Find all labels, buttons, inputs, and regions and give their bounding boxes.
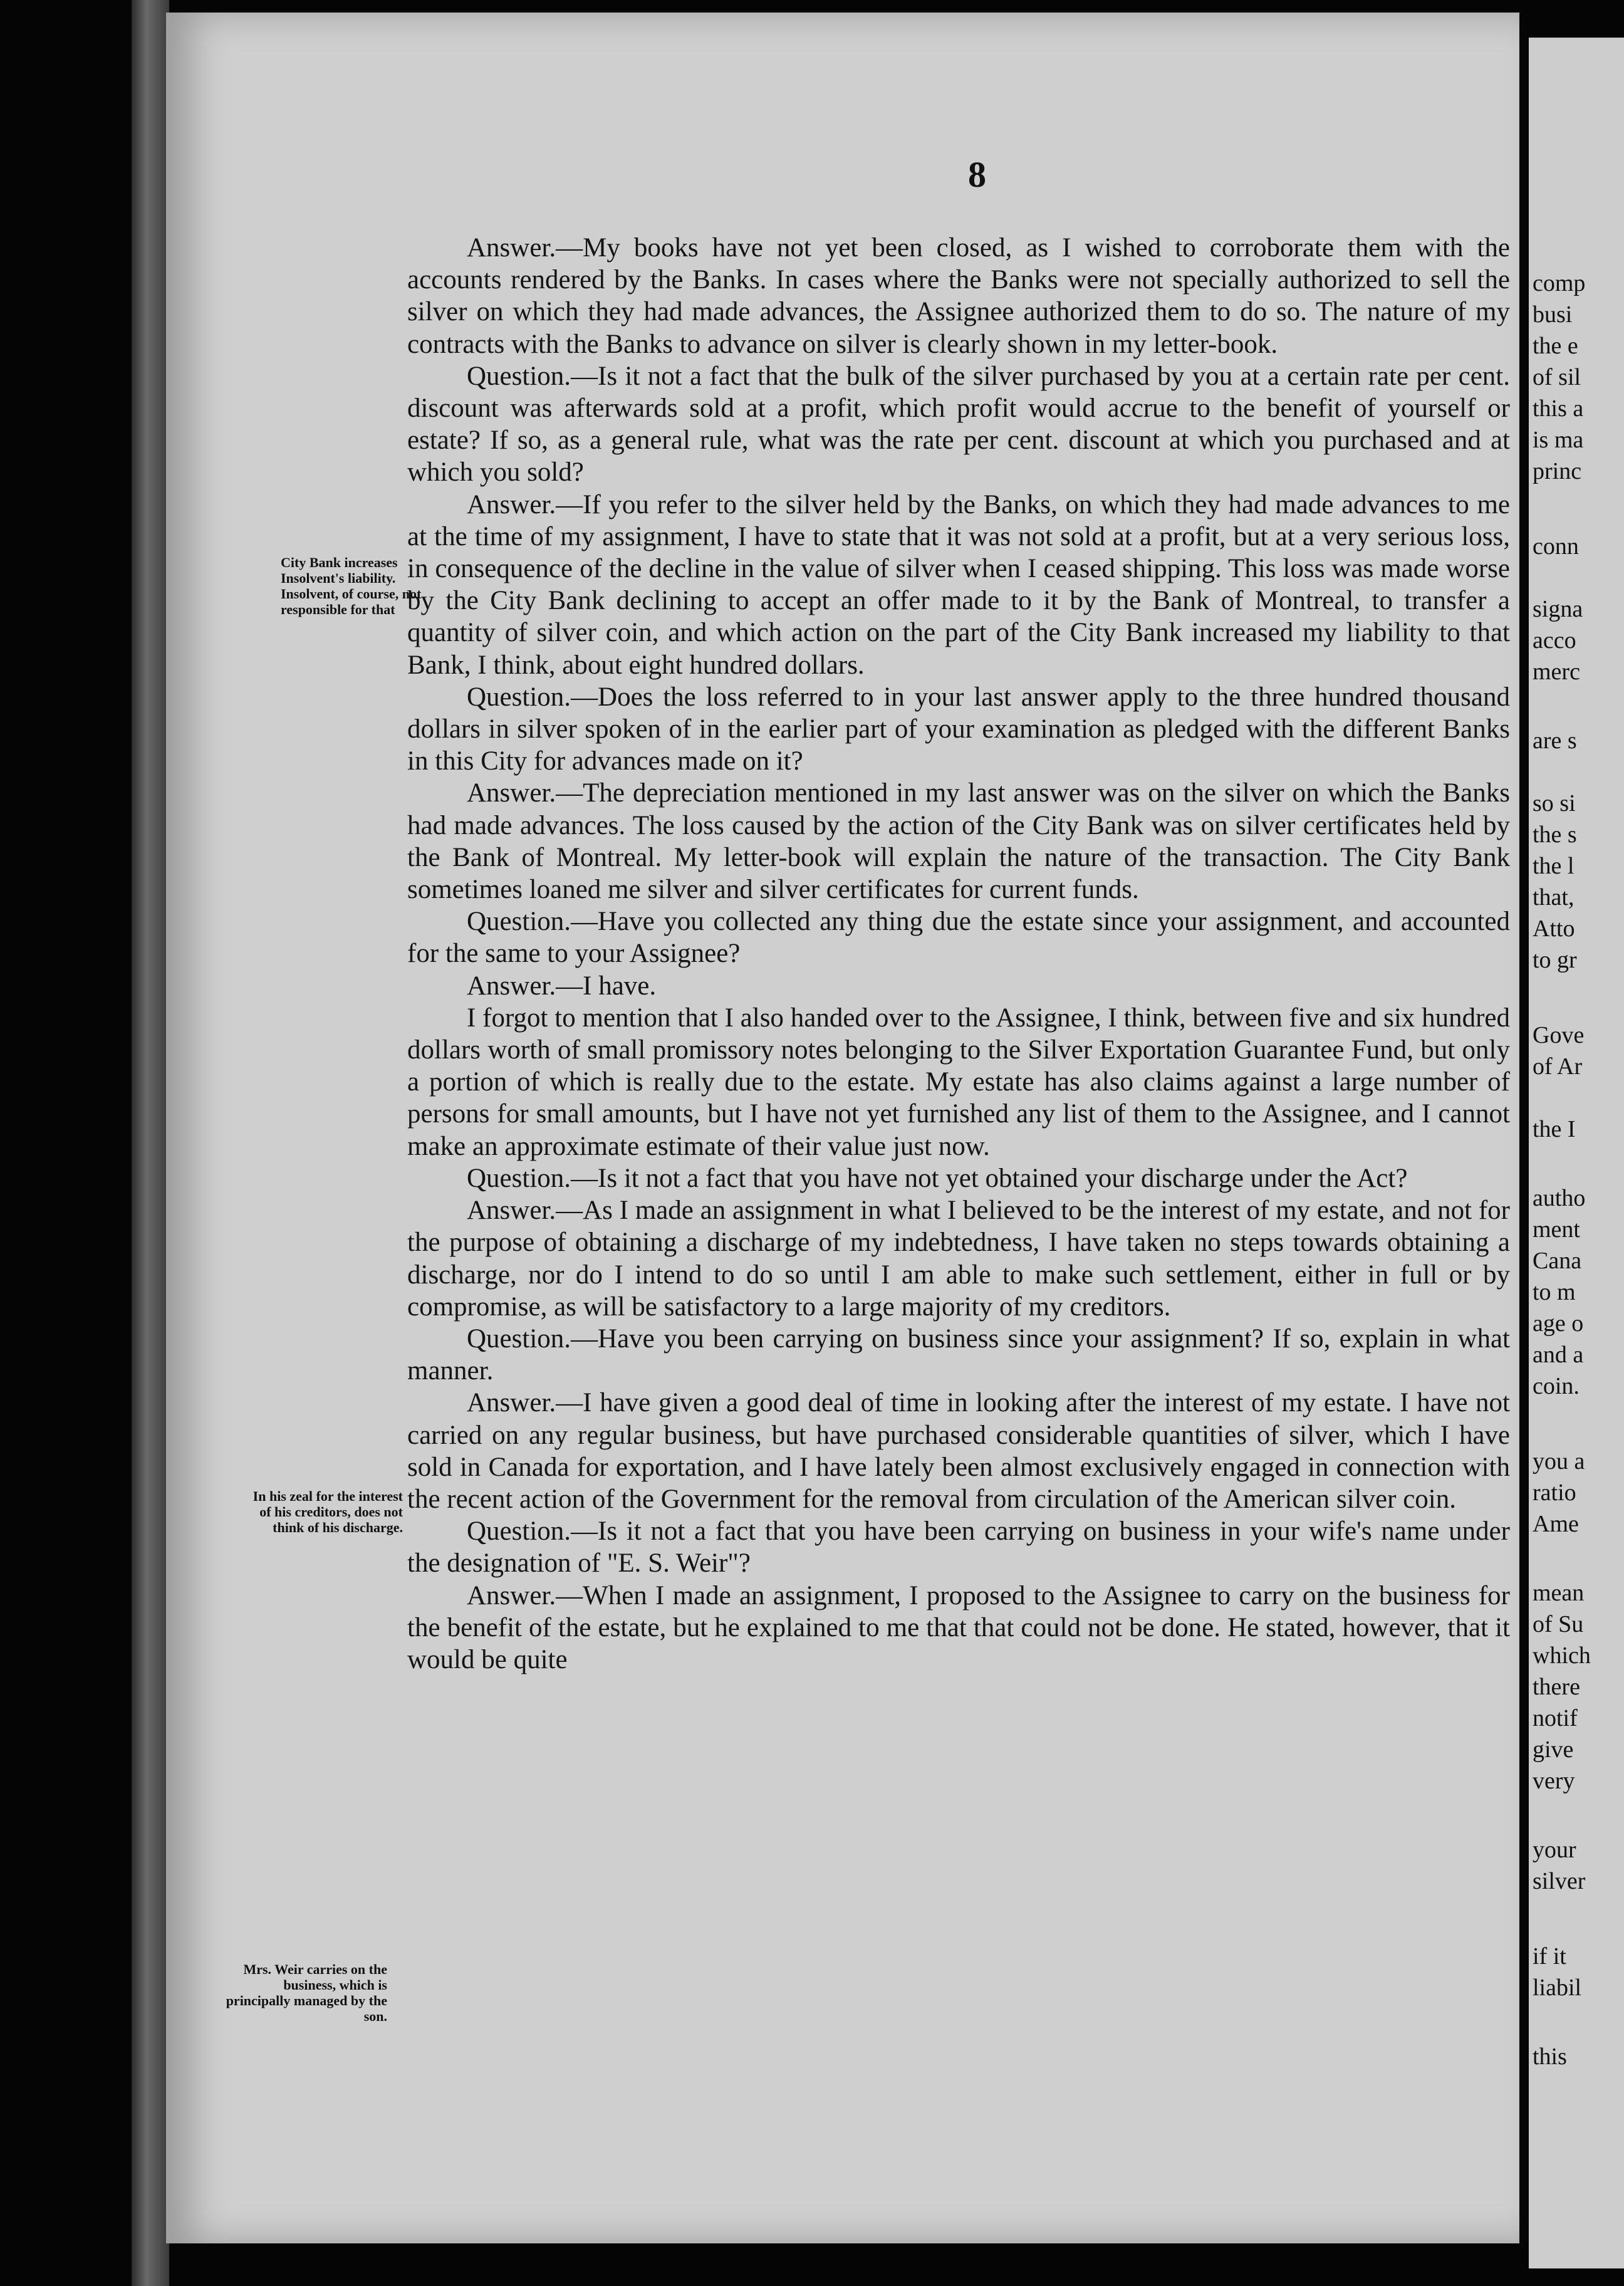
paragraph: Answer.—My books have not yet been closed, as I wished to corroborate them with the accounts rendered by the Banks. In cases where the Banks were not specially authorized to sell the silver on which they had made advances, the Assignee authorized them to do so. The nature of my contracts with the Banks to advance on silver is clearly shown in my letter-book. — [407, 233, 1510, 359]
paragraph: Answer.—As I made an assignment in what I believed to be the interest of my estate, and not for the purpose of obtaining a discharge of my indebtedness, I have taken no steps towards obtaining a discharge, nor do I intend to do so until I am able to make such settlement, either in full or by compromise, as will be satisfactory to a large majority of my creditors. — [407, 1196, 1510, 1322]
facing-page-fragment: ment — [1533, 1216, 1580, 1243]
facing-page-fragment: so si — [1533, 790, 1576, 817]
margin-note-mrs-weir: Mrs. Weir carries on the business, which is principally managed by the son. — [226, 1961, 387, 2024]
facing-page-fragment: ratio — [1533, 1480, 1576, 1506]
paragraph: Answer.—The depreciation mentioned in my last answer was on the silver on which the Banks had made advances. The loss caused by the action of the City Bank was on silver certificates held by the Bank of Montreal. My letter-book will explain the nature of the transaction. The City Bank sometimes loaned me silver and silver certificates for current funds. — [407, 778, 1510, 905]
book-binding — [132, 0, 169, 2286]
facing-page-fragment: which — [1533, 1642, 1591, 1669]
facing-page-fragment: are s — [1533, 728, 1577, 754]
paragraph: Question.—Is it not a fact that you have been carrying on business in your wife's name under the designation of "E. S. Weir"? — [407, 1516, 1510, 1579]
facing-page-fragment: very — [1533, 1768, 1575, 1794]
facing-page-fragment: of Ar — [1533, 1053, 1583, 1080]
facing-page-fragment: Cana — [1533, 1248, 1582, 1274]
facing-page-fragment: of Su — [1533, 1611, 1584, 1637]
facing-page-fragment: Atto — [1533, 916, 1575, 942]
paragraph: Answer.—If you refer to the silver held by the Banks, on which they had made advances to me at the time of my assignment, I have to state that it was not sold at a profit, but at a very serious loss, in consequence of the decline in the value of silver when I ceased shipping. This loss was made worse by the City Bank declining to accept an offer made to it by the Bank of Montreal, to transfer a quantity of silver coin, and which action on the part of the City Bank increased my liability to that Bank, I think, about eight hundred dollars. — [407, 489, 1510, 680]
facing-page-fragment: acco — [1533, 627, 1576, 654]
paragraph: Question.—Have you collected any thing due the estate since your assignment, and accounted for the same to your Assignee? — [407, 907, 1510, 969]
facing-page-fragment: conn — [1533, 533, 1579, 560]
facing-page-fragment: Ame — [1533, 1511, 1579, 1537]
facing-page-fragment: there — [1533, 1674, 1580, 1700]
facing-page-fragment: coin. — [1533, 1373, 1580, 1399]
facing-page-fragment: the e — [1533, 333, 1578, 359]
facing-page-fragment: notif — [1533, 1705, 1578, 1731]
facing-page-fragment: if it — [1533, 1943, 1566, 1970]
facing-page-fragment: of sil — [1533, 364, 1581, 390]
facing-page-fragment: and a — [1533, 1342, 1584, 1368]
facing-page-fragment: silver — [1533, 1868, 1586, 1894]
page-number: 8 — [968, 154, 986, 195]
facing-page-fragment: is ma — [1533, 427, 1584, 453]
facing-page-edge — [1529, 38, 1624, 2268]
paragraph: I forgot to mention that I also handed over to the Assignee, I think, between five and six hundred dollars worth of small promissory notes belonging to the Silver Exportation Guarantee Fund, but only a portion of which is really due to the estate. My estate has also claims against a large number of persons for small amounts, but I have not yet furnished any list of them to the Assignee, and I cannot make an approximate estimate of their value just now. — [407, 1003, 1510, 1161]
facing-page-fragment: autho — [1533, 1185, 1586, 1211]
facing-page-fragment: liabil — [1533, 1975, 1582, 2001]
facing-page-fragment: the s — [1533, 822, 1577, 848]
facing-page-fragment: the l — [1533, 853, 1575, 879]
facing-page-fragment: mean — [1533, 1580, 1585, 1606]
facing-page-fragment: merc — [1533, 659, 1580, 685]
paragraph: Answer.—I have given a good deal of time in looking after the interest of my estate. I have not carried on any regular business, but have purchased considerable quantities of silver, which I have sold in Canada for exportation, and I have lately been almost exclusively engaged in connection with the recent action of the Government for the removal from circulation of the American silver coin. — [407, 1388, 1510, 1514]
facing-page-fragment: princ — [1533, 458, 1582, 484]
margin-note-discharge: In his zeal for the interest of his creditors, does not think of his discharge. — [252, 1488, 403, 1535]
facing-page-fragment: the I — [1533, 1116, 1576, 1142]
facing-page-fragment: you a — [1533, 1448, 1585, 1474]
facing-page-fragment: busi — [1533, 301, 1573, 328]
facing-page-fragment: signa — [1533, 596, 1583, 622]
paragraph: Question.—Is it not a fact that you have not yet obtained your discharge under the Act? — [467, 1163, 1408, 1193]
paragraph: Answer.—I have. — [467, 971, 657, 1001]
body-text — [407, 232, 1510, 1676]
facing-page-fragment: age o — [1533, 1310, 1584, 1337]
facing-page-fragment: comp — [1533, 270, 1586, 296]
facing-page-fragment: to m — [1533, 1279, 1576, 1305]
margin-note-city-bank: City Bank increases Insolvent's liability. Insolvent, of course, not responsible for that — [281, 555, 422, 617]
paragraph: Question.—Have you been carrying on business since your assignment? If so, explain in what manner. — [407, 1323, 1510, 1386]
paragraph: Question.—Does the loss referred to in your last answer apply to the three hundred thousand dollars in silver spoken of in the earlier part of your examination as pledged with the different Banks in this City for advances made on it? — [407, 682, 1510, 776]
facing-page-fragment: Gove — [1533, 1022, 1585, 1048]
facing-page-fragment: this — [1533, 2043, 1567, 2070]
facing-page-fragment: your — [1533, 1837, 1576, 1863]
facing-page-fragment: this a — [1533, 395, 1584, 422]
paragraph: Answer.—When I made an assignment, I proposed to the Assignee to carry on the business for the benefit of the estate, but he explained to me that that could not be done. He stated, however, that it would be quite — [407, 1580, 1510, 1674]
facing-page-fragment: that, — [1533, 884, 1575, 911]
facing-page-fragment: give — [1533, 1736, 1574, 1763]
facing-page-fragment: to gr — [1533, 947, 1577, 973]
paragraph: Question.—Is it not a fact that the bulk of the silver purchased by you at a certain rate per cent. discount was afterwards sold at a profit, which profit would accrue to the benefit of yourself or estate? If so, as a general rule, what was the rate per cent. discount at which you purchased and at which you sold? — [407, 361, 1510, 488]
